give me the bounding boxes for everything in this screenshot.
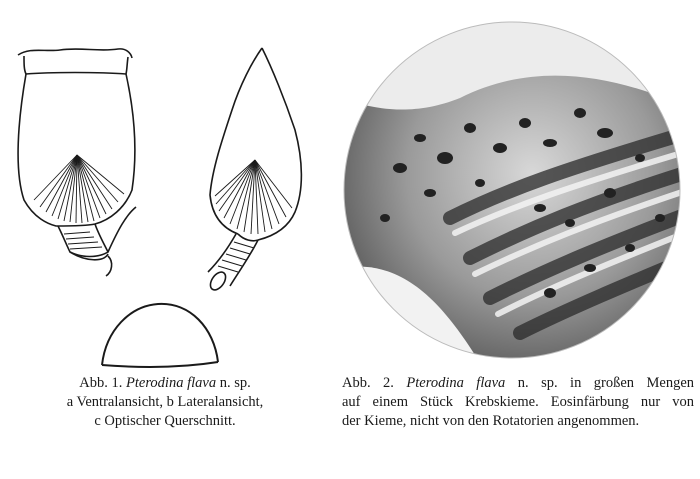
figure-1 [0,0,330,479]
lateral-view-cilia [215,160,292,234]
figure-2-caption-line-3: der Kieme, nicht von den Rotatorien angenommen. [342,413,640,429]
figure-2-number: Abb. 2. [342,375,394,391]
pterodina-line-drawings [0,0,330,370]
figure-2-caption-line-2: auf einem Stück Krebskieme. Eosinfärbung nur von [342,394,694,410]
micrograph-photo [340,18,690,363]
figure-1-caption-line-2: a Ventralansicht, b Lateralansicht, [66,394,264,410]
figure-2-caption-line-1 [342,374,694,393]
figure-1-caption-line-3: c Optischer Querschnitt. [94,413,236,429]
ventral-view-cilia [34,155,124,223]
figure-1-caption-line-1 [0,374,330,393]
ventral-view-foot-stripes [64,232,102,249]
figure-2 [330,0,700,479]
figure-2-caption [342,374,694,431]
figure-1-caption [0,374,330,431]
figure-2-line-1-rest: n. sp. in großen Mengen [505,375,695,391]
figure-1-number: Abb. 1. [79,375,123,391]
figure-2-species: Pterodina flava [406,375,506,391]
figure-1-species: Pterodina flava [126,375,217,391]
figure-1-suffix: n. sp. [216,375,251,391]
cross-section-drawing [102,304,218,367]
